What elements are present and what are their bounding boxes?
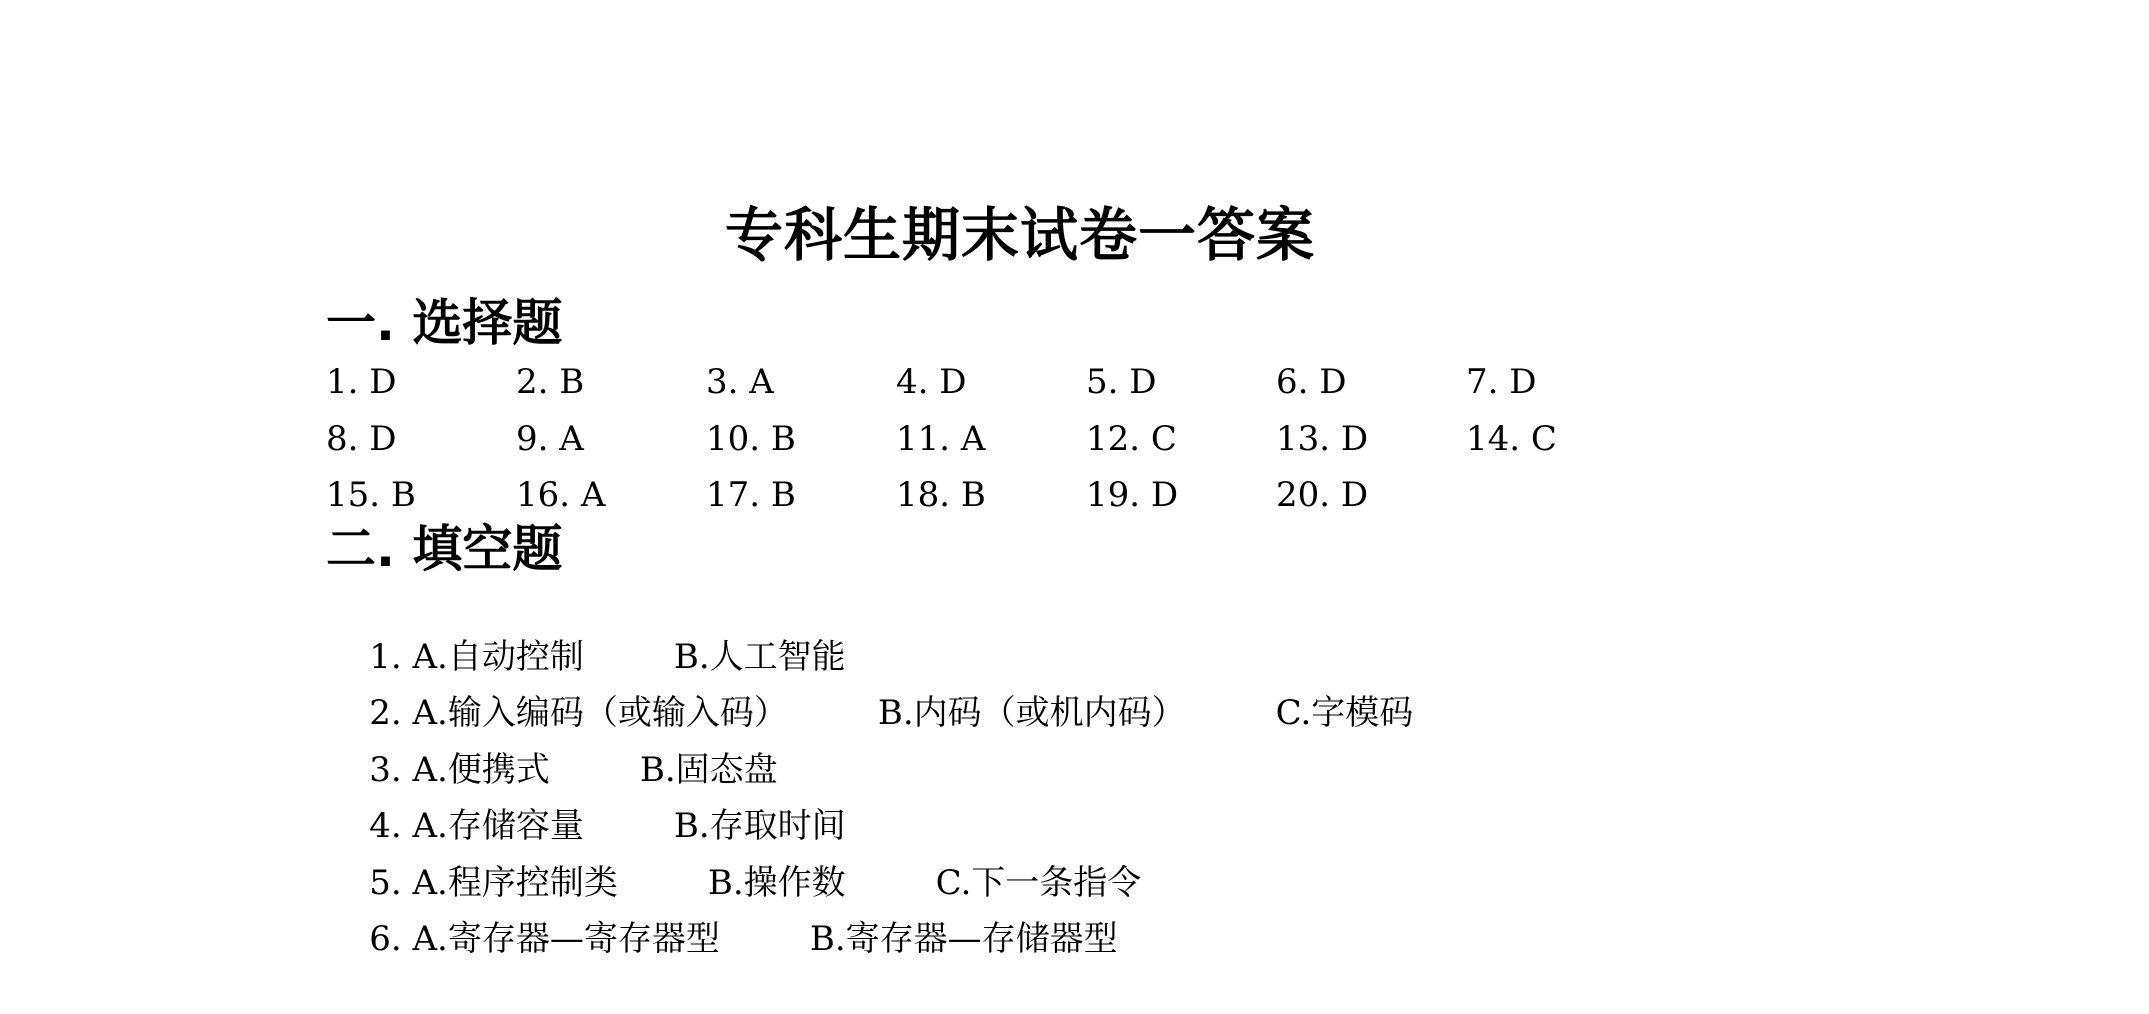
answer-item: 7. D: [1466, 362, 1537, 402]
fill-answer-part: B.操作数: [707, 863, 846, 903]
answer-item: 1. D: [326, 362, 397, 402]
fill-answer-part: 5. A.程序控制类: [369, 863, 618, 903]
answer-item: 10. B: [706, 419, 796, 459]
section-heading-fill-in-blank: 二. 填空题: [326, 520, 563, 578]
fill-answer-line: [326, 751, 846, 846]
fill-answer-part: B.人工智能: [673, 637, 846, 677]
answer-item: 17. B: [706, 475, 796, 515]
fill-answer-part: B.存取时间: [673, 806, 846, 846]
fill-answer-part: 4. A.存储容量: [369, 806, 584, 846]
answer-item: 5. D: [1086, 362, 1157, 402]
document-title: 专科生期末试卷一答案: [724, 201, 1315, 269]
section-heading-multiple-choice: 一. 选择题: [326, 294, 563, 352]
fill-answer-line: [326, 864, 1118, 959]
fill-answer-line: [326, 582, 846, 677]
answer-item: 19. D: [1086, 475, 1179, 515]
answer-item: 15. B: [326, 475, 416, 515]
fill-answer-part: 2. A.输入编码（或输入码）: [369, 693, 788, 733]
answer-item: 18. B: [896, 475, 986, 515]
fill-answer-part: C.字模码: [1275, 693, 1414, 733]
fill-answer-part: 1. A.自动控制: [369, 637, 584, 677]
answer-item: 3. A: [706, 362, 774, 402]
answer-item: 20. D: [1276, 475, 1369, 515]
answer-item: 6. D: [1276, 362, 1347, 402]
answer-item: 14. C: [1466, 419, 1557, 459]
fill-answer-line: [326, 695, 778, 790]
answer-item: 9. A: [516, 419, 584, 459]
fill-answer-part: B.固态盘: [639, 750, 778, 790]
answer-item: 12. C: [1086, 419, 1177, 459]
answer-item: 11. A: [896, 419, 986, 459]
answer-row: [326, 470, 1726, 520]
answer-row: [326, 414, 1726, 464]
fill-answer-part: B.内码（或机内码）: [877, 693, 1186, 733]
fill-answer-part: C.下一条指令: [935, 863, 1142, 903]
answer-item: 16. A: [516, 475, 606, 515]
answer-row: [326, 357, 1726, 407]
answer-item: 8. D: [326, 419, 397, 459]
fill-answer-part: B.寄存器—存储器型: [809, 919, 1118, 959]
answer-item: 4. D: [896, 362, 967, 402]
fill-answer-line: [326, 808, 1142, 903]
fill-answer-part: 3. A.便携式: [369, 750, 550, 790]
answer-item: 2. B: [516, 362, 585, 402]
fill-answer-part: 6. A.寄存器—寄存器型: [369, 919, 720, 959]
answer-item: 13. D: [1276, 419, 1369, 459]
fill-answer-line: [326, 638, 1414, 733]
